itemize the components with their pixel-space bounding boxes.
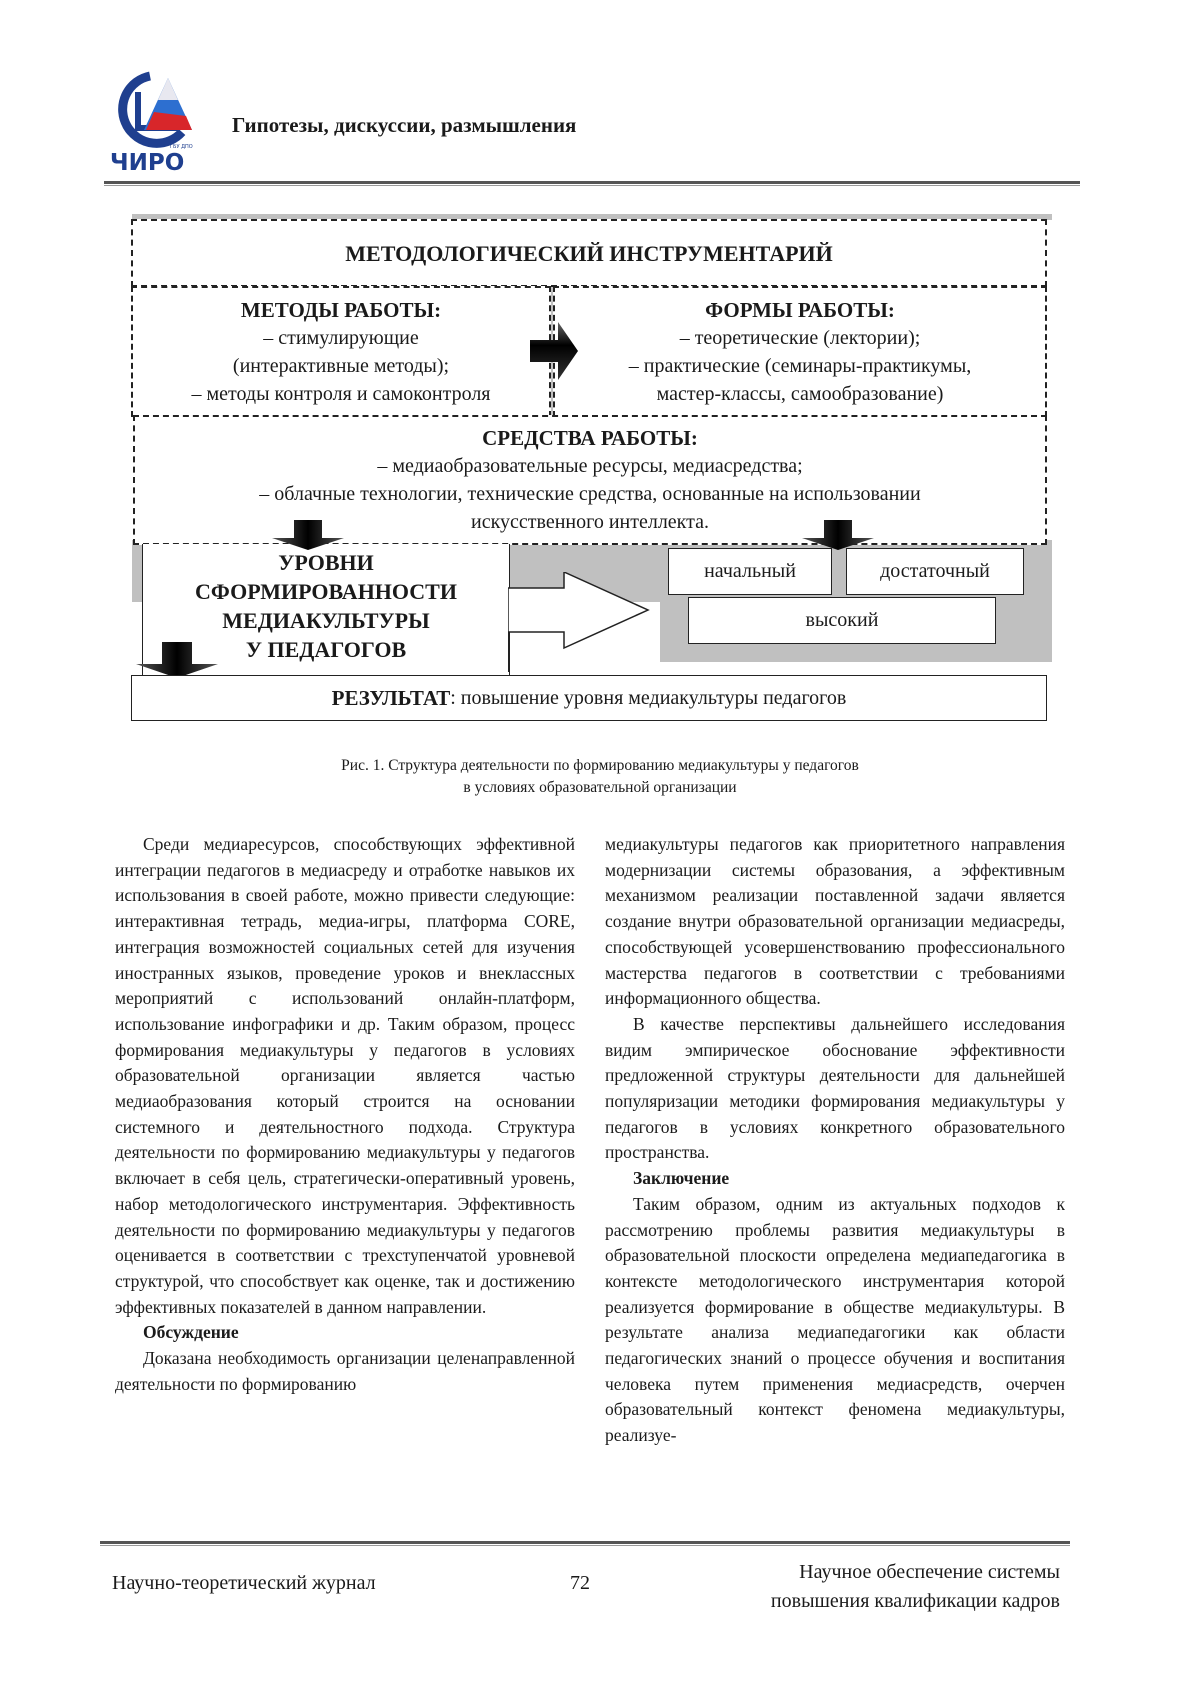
forms-line: мастер-классы, самообразование) [656, 383, 944, 405]
body-column-right [605, 832, 1065, 1449]
forms-line: – теоретические (лектории); [679, 327, 921, 349]
methods-line: – методы контроля и самоконтроля [191, 383, 491, 405]
journal-name [771, 1558, 1060, 1616]
figure-diagram [0, 0, 1200, 740]
footer-rule [100, 1541, 1070, 1544]
levels-heading-line: У ПЕДАГОГОВ [245, 637, 407, 662]
arrow-right-icon [528, 320, 580, 382]
result-text: : повышение уровня медиакультуры педагогов [450, 686, 847, 709]
section-heading-discussion: Обсуждение [143, 1322, 239, 1343]
methods-line: – стимулирующие [263, 327, 419, 349]
paragraph: Среди медиаресурсов, способствующих эффективной интеграции педагогов в медиасреду и отработке навыков их использования в своей работе, можно привести следующие: интерактивная тетрадь, медиа-игры, платформа CORE, интеграция возможностей социальных сетей для изучения иностранных языков, проведение уроков и внеклассных мероприятий с использований онлайн-платформ, использование инфографики и др. Таким образом, процесс формирования медиакультуры у педагогов в условиях образовательной организации является частью медиаобразования который строится на основании системного и деятельностного подхода. Структура деятельности по формированию медиакультуры у педагогов включает в себя цель, стратегически-оперативный уровень, набор методологического инструментария. Эффективность деятельности по формированию медиакультуры у педагогов оценивается в соответствии с трехступенчатой уровневой структурой, что способствует как оценке, так и достижению эффективных показателей в данном направлении. [115, 834, 575, 1317]
footer-rule-thin [100, 1545, 1070, 1546]
forms-box [553, 286, 1047, 417]
methods-box [131, 286, 551, 417]
caption-line: Рис. 1. Структура деятельности по формированию медиакультуры у педагогов [341, 757, 859, 774]
levels-heading-line: УРОВНИ [278, 550, 374, 575]
paragraph: В качестве перспективы дальнейшего исследования видим эмпирическое обоснование эффективности предложенной структуры деятельности для дальнейшей популяризации методики формирования медиакультуры у педагогов в условиях конкретного образовательного пространства. [605, 1013, 1065, 1163]
methods-heading: МЕТОДЫ РАБОТЫ: [240, 298, 442, 322]
arrow-down-icon [132, 642, 222, 678]
journal-name-line: Научное обеспечение системы [799, 1561, 1060, 1583]
means-line: искусственного интеллекта. [471, 511, 709, 533]
toolkit-title-box [131, 219, 1047, 287]
paragraph: Доказана необходимость организации целенаправленной деятельности по формированию [115, 1348, 575, 1394]
svg-text:ГБУ ДПО: ГБУ ДПО [170, 144, 193, 150]
forms-heading: ФОРМЫ РАБОТЫ: [705, 298, 895, 322]
result-box [131, 675, 1047, 721]
journal-type: Научно-теоретический журнал [112, 1572, 376, 1594]
figure-caption [0, 755, 1200, 799]
result-label: РЕЗУЛЬТАТ [331, 685, 451, 710]
journal-name-line: повышения квалификации кадров [770, 1590, 1060, 1612]
means-line: – медиаобразовательные ресурсы, медиасредства; [377, 455, 803, 477]
toolkit-title: МЕТОДОЛОГИЧЕСКИЙ ИНСТРУМЕНТАРИЙ [345, 241, 833, 266]
levels-heading-line: СФОРМИРОВАННОСТИ [195, 579, 457, 604]
caption-line: в условиях образовательной организации [463, 779, 737, 796]
means-line: – облачные технологии, технические средства, основанные на использовании [259, 483, 921, 505]
body-column-left [115, 832, 575, 1397]
arrow-down-icon [270, 520, 346, 550]
level-item-sufficient: достаточный [846, 548, 1024, 595]
methods-line: (интерактивные методы); [232, 355, 450, 377]
logo-text: ЧИРО [110, 150, 185, 176]
means-heading: СРЕДСТВА РАБОТЫ: [482, 426, 698, 450]
level-item-high: высокий [688, 597, 996, 644]
paragraph: Таким образом, одним из актуальных подходов к рассмотрению проблемы развития медиакультуры в образовательной плоскости определена медиапедагогика в контексте методологического инструментария которой реализуется формирование в обществе медиакультуры. В результате анализа медиапедагогики как области педагогических знаний о процессе обучения и воспитания человека путем применения медиасредств, очерчен образовательный контекст феномена медиакультуры, реализуе- [605, 1193, 1065, 1446]
arrow-down-icon [800, 520, 876, 550]
section-heading-conclusion: Заключение [633, 1168, 730, 1189]
arrow-hollow-right-icon [508, 572, 658, 672]
paragraph: медиакультуры педагогов как приоритетного направления модернизации системы образования, а эффективным механизмом реализации поставленной задачи является создание внутри образовательной организации медиасреды, способствующей усовершенствованию профессионального мастерства педагогов в соответствии с требованиями информационного общества. [605, 834, 1065, 1009]
running-title: Гипотезы, дискуссии, размышления [232, 113, 577, 137]
page-number: 72 [570, 1572, 590, 1594]
levels-heading-line: МЕДИАКУЛЬТУРЫ [222, 608, 430, 633]
level-item-initial: начальный [668, 548, 832, 595]
forms-line: – практические (семинары-практикумы, [628, 355, 972, 377]
